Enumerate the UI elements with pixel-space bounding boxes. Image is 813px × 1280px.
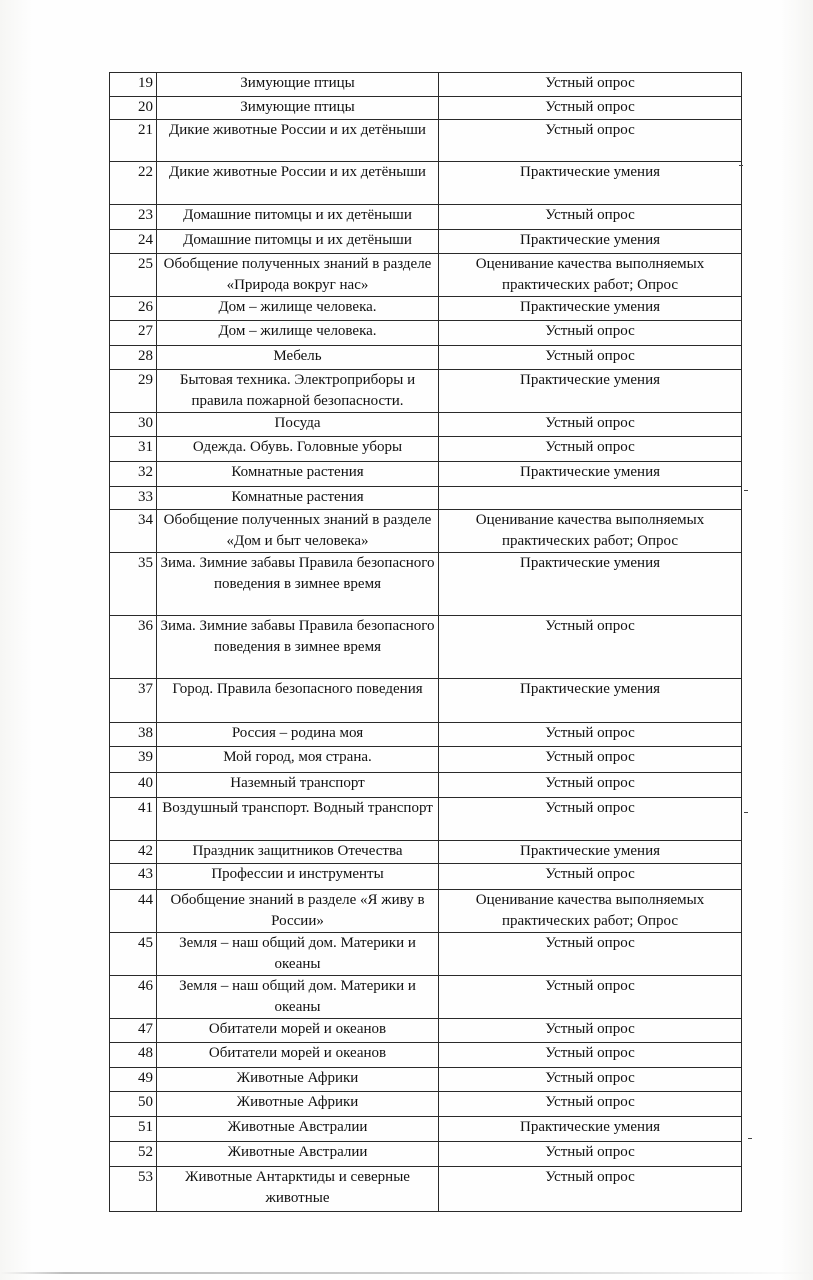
scan-mark: [739, 165, 743, 166]
assessment-form: Устный опрос: [439, 1092, 742, 1117]
row-number: 20: [110, 97, 157, 120]
table-row: [110, 321, 742, 346]
table-row: [110, 162, 742, 205]
row-number: 50: [110, 1092, 157, 1117]
row-number: 45: [110, 933, 157, 976]
lesson-topic: Зимующие птицы: [157, 97, 439, 120]
row-number: 25: [110, 254, 157, 297]
row-number: 19: [110, 73, 157, 97]
assessment-form: Устный опрос: [439, 321, 742, 346]
table-row: [110, 976, 742, 1019]
row-number: 30: [110, 413, 157, 437]
assessment-form: Оценивание качества выполняемых практических работ; Опрос: [439, 254, 742, 297]
assessment-form: Устный опрос: [439, 437, 742, 462]
table-body: [110, 73, 742, 1212]
assessment-form: Устный опрос: [439, 773, 742, 798]
table-row: [110, 73, 742, 97]
row-number: 35: [110, 553, 157, 616]
assessment-form: Устный опрос: [439, 120, 742, 162]
assessment-form: Практические умения: [439, 462, 742, 487]
assessment-form: Практические умения: [439, 370, 742, 413]
row-number: 41: [110, 798, 157, 841]
scan-mark: [744, 812, 748, 813]
table-row: [110, 1068, 742, 1092]
lesson-topic: Дикие животные России и их детёныши: [157, 162, 439, 205]
lesson-topic: Земля – наш общий дом. Материки и океаны: [157, 933, 439, 976]
assessment-form: [439, 487, 742, 510]
lesson-topic: Животные Антарктиды и северные животные: [157, 1167, 439, 1212]
lesson-topic: Посуда: [157, 413, 439, 437]
table-row: [110, 510, 742, 553]
assessment-form: Практические умения: [439, 162, 742, 205]
table-row: [110, 120, 742, 162]
table-row: [110, 1167, 742, 1212]
table-row: [110, 616, 742, 679]
lesson-topic: Дикие животные России и их детёныши: [157, 120, 439, 162]
assessment-form: Устный опрос: [439, 1167, 742, 1212]
assessment-form: Устный опрос: [439, 73, 742, 97]
row-number: 40: [110, 773, 157, 798]
assessment-form: Практические умения: [439, 679, 742, 723]
row-number: 39: [110, 747, 157, 773]
lesson-topic: Одежда. Обувь. Головные уборы: [157, 437, 439, 462]
assessment-form: Устный опрос: [439, 1068, 742, 1092]
row-number: 22: [110, 162, 157, 205]
lesson-topic: Обитатели морей и океанов: [157, 1043, 439, 1068]
assessment-form: Устный опрос: [439, 747, 742, 773]
table-row: [110, 864, 742, 890]
row-number: 34: [110, 510, 157, 553]
lesson-topic: Мебель: [157, 346, 439, 370]
table-row: [110, 1092, 742, 1117]
table-row: [110, 773, 742, 798]
lesson-topic: Зима. Зимние забавы Правила безопасного поведения в зимнее время: [157, 553, 439, 616]
table-row: [110, 1142, 742, 1167]
lesson-topic: Домашние питомцы и их детёныши: [157, 230, 439, 254]
assessment-form: Оценивание качества выполняемых практических работ; Опрос: [439, 890, 742, 933]
row-number: 29: [110, 370, 157, 413]
page-bottom-edge: [0, 1272, 813, 1274]
row-number: 21: [110, 120, 157, 162]
scan-mark: [744, 490, 748, 491]
lesson-topic: Обитатели морей и океанов: [157, 1019, 439, 1043]
row-number: 48: [110, 1043, 157, 1068]
row-number: 23: [110, 205, 157, 230]
lesson-topic: Животные Австралии: [157, 1142, 439, 1167]
table-row: [110, 1117, 742, 1142]
lesson-plan-table: [109, 72, 742, 1212]
assessment-form: Устный опрос: [439, 1142, 742, 1167]
row-number: 27: [110, 321, 157, 346]
assessment-form: Устный опрос: [439, 1043, 742, 1068]
assessment-form: Устный опрос: [439, 798, 742, 841]
assessment-form: Устный опрос: [439, 205, 742, 230]
lesson-topic: Профессии и инструменты: [157, 864, 439, 890]
table-row: [110, 723, 742, 747]
table-row: [110, 1043, 742, 1068]
table-row: [110, 1019, 742, 1043]
row-number: 46: [110, 976, 157, 1019]
table-row: [110, 346, 742, 370]
table-row: [110, 254, 742, 297]
row-number: 31: [110, 437, 157, 462]
lesson-topic: Зимующие птицы: [157, 73, 439, 97]
lesson-topic: Животные Африки: [157, 1092, 439, 1117]
row-number: 26: [110, 297, 157, 321]
table-row: [110, 933, 742, 976]
assessment-form: Устный опрос: [439, 346, 742, 370]
table-row: [110, 413, 742, 437]
row-number: 32: [110, 462, 157, 487]
row-number: 37: [110, 679, 157, 723]
lesson-topic: Комнатные растения: [157, 487, 439, 510]
row-number: 53: [110, 1167, 157, 1212]
table-row: [110, 370, 742, 413]
lesson-topic: Город. Правила безопасного поведения: [157, 679, 439, 723]
lesson-topic: Животные Африки: [157, 1068, 439, 1092]
table-row: [110, 890, 742, 933]
row-number: 33: [110, 487, 157, 510]
assessment-form: Практические умения: [439, 297, 742, 321]
lesson-topic: Зима. Зимние забавы Правила безопасного поведения в зимнее время: [157, 616, 439, 679]
assessment-form: Устный опрос: [439, 616, 742, 679]
row-number: 43: [110, 864, 157, 890]
assessment-form: Практические умения: [439, 1117, 742, 1142]
lesson-topic: Домашние питомцы и их детёныши: [157, 205, 439, 230]
table-row: [110, 230, 742, 254]
table-row: [110, 297, 742, 321]
lesson-topic: Наземный транспорт: [157, 773, 439, 798]
lesson-topic: Животные Австралии: [157, 1117, 439, 1142]
row-number: 42: [110, 841, 157, 864]
assessment-form: Практические умения: [439, 230, 742, 254]
lesson-topic: Дом – жилище человека.: [157, 297, 439, 321]
lesson-topic: Бытовая техника. Электроприборы и правила пожарной безопасности.: [157, 370, 439, 413]
row-number: 36: [110, 616, 157, 679]
assessment-form: Устный опрос: [439, 723, 742, 747]
assessment-form: Устный опрос: [439, 864, 742, 890]
lesson-topic: Праздник защитников Отечества: [157, 841, 439, 864]
row-number: 47: [110, 1019, 157, 1043]
table-row: [110, 747, 742, 773]
lesson-topic: Земля – наш общий дом. Материки и океаны: [157, 976, 439, 1019]
lesson-topic: Обобщение знаний в разделе «Я живу в России»: [157, 890, 439, 933]
table-row: [110, 205, 742, 230]
lesson-topic: Комнатные растения: [157, 462, 439, 487]
lesson-topic: Россия – родина моя: [157, 723, 439, 747]
table-row: [110, 679, 742, 723]
assessment-form: Устный опрос: [439, 97, 742, 120]
lesson-topic: Обобщение полученных знаний в разделе «Природа вокруг нас»: [157, 254, 439, 297]
table-row: [110, 462, 742, 487]
table-row: [110, 798, 742, 841]
table-row: [110, 841, 742, 864]
row-number: 51: [110, 1117, 157, 1142]
row-number: 52: [110, 1142, 157, 1167]
assessment-form: Устный опрос: [439, 413, 742, 437]
table-row: [110, 487, 742, 510]
row-number: 44: [110, 890, 157, 933]
lesson-topic: Дом – жилище человека.: [157, 321, 439, 346]
assessment-form: Устный опрос: [439, 1019, 742, 1043]
table-row: [110, 437, 742, 462]
lesson-topic: Мой город, моя страна.: [157, 747, 439, 773]
row-number: 38: [110, 723, 157, 747]
assessment-form: Практические умения: [439, 841, 742, 864]
row-number: 24: [110, 230, 157, 254]
assessment-form: Устный опрос: [439, 976, 742, 1019]
scan-mark: [748, 1138, 752, 1139]
row-number: 49: [110, 1068, 157, 1092]
lesson-topic: Воздушный транспорт. Водный транспорт: [157, 798, 439, 841]
table-row: [110, 553, 742, 616]
assessment-form: Оценивание качества выполняемых практических работ; Опрос: [439, 510, 742, 553]
row-number: 28: [110, 346, 157, 370]
table-row: [110, 97, 742, 120]
lesson-topic: Обобщение полученных знаний в разделе «Дом и быт человека»: [157, 510, 439, 553]
assessment-form: Устный опрос: [439, 933, 742, 976]
assessment-form: Практические умения: [439, 553, 742, 616]
